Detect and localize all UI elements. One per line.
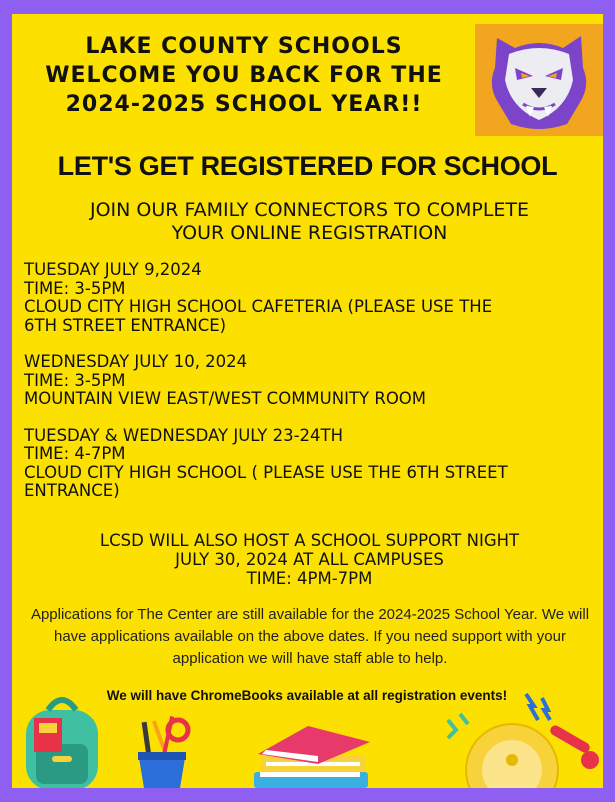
support-night [32,531,587,588]
school-bell-icon [442,690,603,788]
support-line-3: TIME: 4PM-7PM [246,569,373,588]
session-location: MOUNTAIN VIEW EAST/WEST COMMUNITY ROOM [24,389,427,408]
sessions-list [24,261,594,519]
flyer [12,14,603,788]
welcome-line-3: 2024-2025 SCHOOL YEAR!! [65,92,423,117]
registration-subheading: JOIN OUR FAMILY CONNECTORS TO COMPLETE YOUR ONLINE REGISTRATION [89,199,530,244]
support-line-1: LCSD WILL ALSO HOST A SCHOOL SUPPORT NIGHT [99,531,520,550]
session-location: CLOUD CITY HIGH SCHOOL CAFETERIA (PLEASE USE THE 6TH STREET ENTRANCE) [24,297,493,335]
welcome-line-1: LAKE COUNTY SCHOOLS [85,34,403,59]
session-time: TIME: 3-5PM [24,278,126,298]
session-time: TIME: 3-5PM [24,370,126,390]
session-time: TIME: 4-7PM [24,444,126,463]
session-location: CLOUD CITY HIGH SCHOOL ( PLEASE USE THE 6TH STREET ENTRANCE) [24,462,508,500]
registration-heading: LET'S GET REGISTERED FOR SCHOOL [57,151,558,181]
support-line-2: JULY 30, 2024 AT ALL CAMPUSES [175,550,444,569]
panther-mascot-icon [475,24,603,136]
chromebooks-note: We will have ChromeBooks available at all registration events! [106,688,508,703]
book-stack-icon [248,722,374,788]
session-3 [24,427,594,501]
applications-note: Applications for The Center are still available for the 2024-2025 School Year. We will have applications available on the above dates. If you need support with your application we will have staff able to help. [30,606,590,667]
pencil-cup-icon [130,712,196,788]
welcome-line-2: WELCOME YOU BACK FOR THE [45,63,443,88]
session-1 [24,261,594,335]
session-date: WEDNESDAY JULY 10, 2024 [24,352,248,371]
session-date: TUESDAY JULY 9,2024 [24,260,202,279]
session-2 [24,353,594,409]
session-date: TUESDAY & WEDNESDAY JULY 23-24TH [24,425,344,445]
backpack-icon [12,690,112,788]
welcome-headline [34,32,454,119]
